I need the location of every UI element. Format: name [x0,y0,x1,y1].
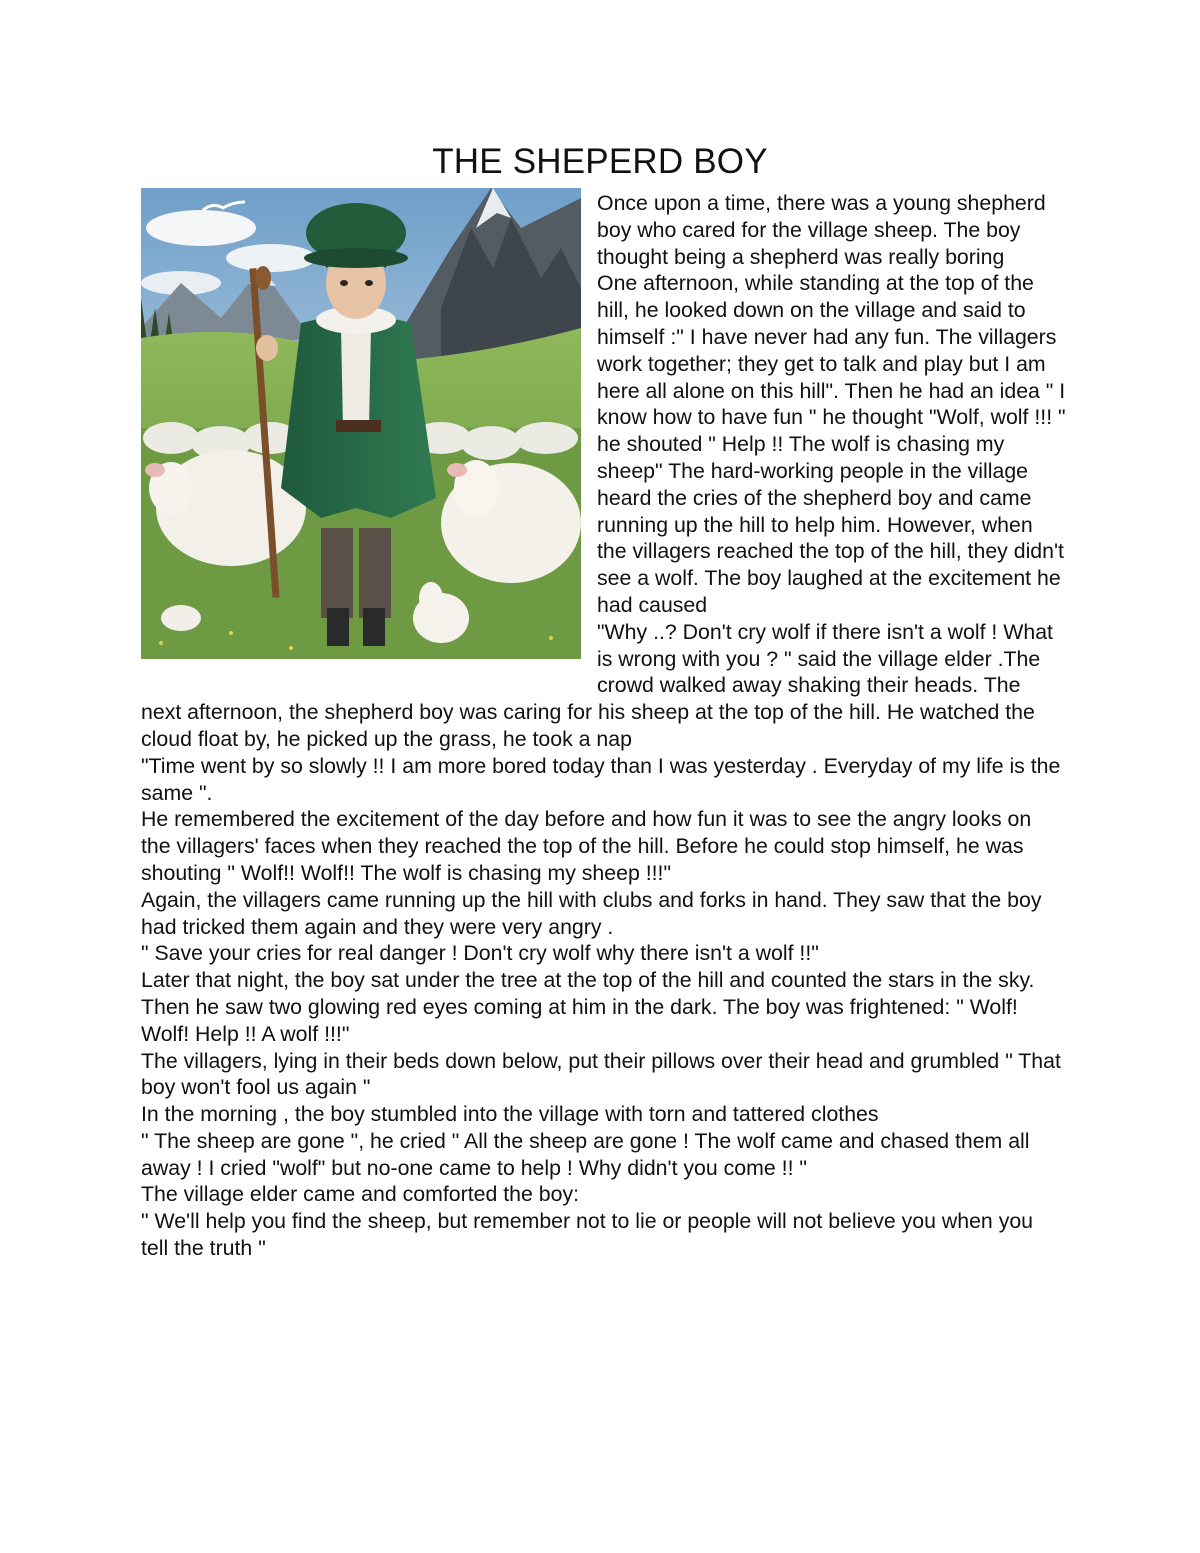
story-text [141,190,1066,1262]
paragraph: " Save your cries for real danger ! Don't cry wolf why there isn't a wolf !!" [141,941,819,966]
page-title: THE SHEPERD BOY [432,142,768,181]
paragraph: In the morning , the boy stumbled into the village with torn and tattered clothes [141,1102,879,1127]
paragraph: The village elder came and comforted the boy: [141,1182,580,1207]
paragraph: He remembered the excitement of the day before and how fun it was to see the angry looks on the villagers' faces when they reached the top of the hill. Before he could stop himself, he was shouting " Wolf!! Wolf!! The wolf is chasing my sheep !!!" [141,807,1032,885]
paragraph: One afternoon, while standing at the top of the hill, he looked down on the village and said to himself :" I have never had any fun. The villagers work together; they get to talk and play but I am here all alone on this hill". Then he had an idea " I know how to have fun " he thought "Wolf, wolf !!! " he shouted " Help !! The wolf is chasing my sheep" The hard-working people in the village heard the cries of the shepherd boy and came running up the hill to help him. However, when the villagers reached the top of the hill, they didn't see a wolf. The boy laughed at the excitement he had caused [597,271,1066,617]
paragraph: " We'll help you find the sheep, but remember not to lie or people will not believe you when you tell the truth " [141,1209,1034,1261]
paragraph: Later that night, the boy sat under the tree at the top of the hill and counted the stars in the sky. Then he saw two glowing red eyes coming at him in the dark. The boy was frightened: " Wolf! Wolf! Help !! A wolf !!!" [141,968,1035,1046]
paragraph: The villagers, lying in their beds down below, put their pillows over their head and grumbled " That boy won't fool us again " [141,1048,1061,1100]
paragraph: "Why ..? Don't cry wolf if there isn't a wolf ! What is wrong with you ? " said the village elder .The crowd walked away shaking their heads. The next afternoon, the shepherd boy was caring for his sheep at the top of the hill. He watched the cloud float by, he picked up the grass, he took a nap [141,619,1053,751]
paragraph: Once upon a time, there was a young shepherd boy who cared for the village sheep. The boy thought being a shepherd was really boring [597,191,1046,269]
paragraph: "Time went by so slowly !! I am more bored today than I was yesterday . Everyday of my life is the same ". [141,753,1061,805]
image-wrap-spacer [141,190,597,674]
paragraph: Again, the villagers came running up the hill with clubs and forks in hand. They saw that the boy had tricked them again and they were very angry . [141,887,1042,939]
paragraph: " The sheep are gone ", he cried " All the sheep are gone ! The wolf came and chased them all away ! I cried "wolf" but no-one came to help ! Why didn't you come !! " [141,1128,1030,1180]
